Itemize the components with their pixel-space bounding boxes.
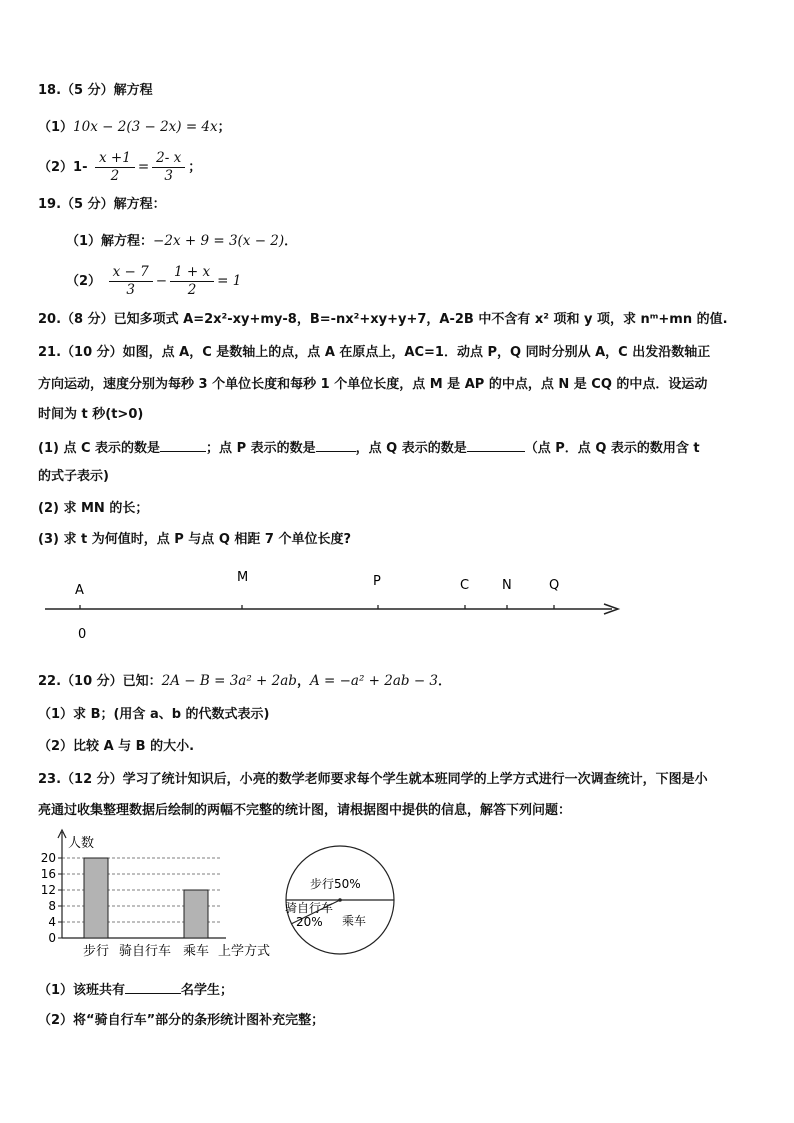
category-label: 骑自行车 — [118, 944, 172, 959]
q19-part2-rhs: = 1 — [217, 273, 242, 289]
q19-header: 19.（5 分）解方程： — [38, 197, 166, 212]
q21-line-3: 时间为 t 秒(t>0) — [38, 407, 144, 422]
y-tick-label: 20 — [40, 851, 56, 865]
y-tick-label: 16 — [40, 867, 56, 881]
q19-part1 — [66, 232, 297, 251]
fraction-denominator: 2 — [187, 282, 197, 298]
q22-part2: （2）比较 A 与 B 的大小. — [38, 739, 195, 754]
pie-chart — [280, 840, 410, 964]
q18-part1-equation: 10x − 2(3 − 2x) = 4x — [73, 119, 218, 135]
q19-part2-fraction-2 — [170, 264, 214, 299]
fraction-denominator: 2 — [110, 168, 120, 184]
q21-part1-b: ；点 P 表示的数是 — [206, 441, 316, 456]
answer-blank[interactable] — [160, 438, 206, 452]
pie-label-walk: 步行50% — [310, 877, 361, 891]
fraction-numerator: 1 + x — [170, 264, 214, 282]
q21-part1-c: ，点 Q 表示的数是 — [355, 441, 467, 456]
bar-2 — [184, 890, 208, 938]
axis-point-label-n: N — [502, 578, 512, 593]
bar-chart-categories — [83, 943, 209, 959]
bar-0 — [84, 858, 108, 938]
category-label: 乘车 — [182, 944, 210, 959]
fraction-numerator: x +1 — [95, 150, 135, 168]
y-tick-label: 0 — [48, 931, 56, 945]
q22-header-line — [38, 672, 451, 691]
fraction-denominator: 3 — [164, 168, 173, 184]
q18-part2-pre: 1- — [73, 160, 88, 175]
bar-chart-bars — [84, 858, 208, 938]
bar-chart — [30, 828, 280, 960]
answer-blank[interactable] — [125, 980, 181, 994]
fraction-denominator: 3 — [126, 282, 135, 298]
q21-part1-d: （点 P．点 Q 表示的数用含 t — [524, 441, 700, 456]
number-line-marks — [75, 570, 559, 609]
q18-part1 — [38, 118, 231, 137]
pie-label-bus: 乘车 — [342, 914, 367, 928]
q21-line-2: 方向运动，速度分别为每秒 3 个单位长度和每秒 1 个单位长度，点 M 是 AP 的中点，点 N 是 CQ 的中点．设运动 — [38, 377, 708, 392]
q22-equation-1: 2A − B = 3a² + 2ab — [161, 673, 297, 689]
q21-part3: (3) 求 t 为何值时，点 P 与点 Q 相距 7 个单位长度? — [38, 532, 352, 547]
q20-text: 20.（8 分）已知多项式 A=2x²-xy+my-8，B=-nx²+xy+y+7，A-2B 中不含有 x² 项和 y 项，求 nᵐ+mn 的值. — [38, 312, 728, 327]
q18-part2-label: （2） — [38, 160, 74, 175]
y-tick-label: 8 — [48, 899, 56, 913]
q19-part2-label: （2） — [66, 274, 102, 289]
q23-line-2: 亮通过收集整理数据后绘制的两幅不完整的统计图，请根据图中提供的信息，解答下列问题： — [38, 803, 572, 818]
q19-part2-minus: − — [155, 273, 167, 289]
q22-end: ． — [438, 674, 452, 689]
answer-blank[interactable] — [467, 438, 525, 452]
axis-point-label-q: Q — [549, 578, 560, 593]
q18-part2 — [38, 150, 201, 185]
q19-part2-fraction-1 — [109, 264, 153, 299]
number-line-figure — [0, 560, 794, 650]
pie-label-bike: 骑自行车 — [285, 901, 334, 915]
category-label: 步行 — [82, 944, 110, 959]
bar-chart-x-label: 上学方式 — [218, 944, 271, 959]
q19-part1-equation: −2x + 9 = 3(x − 2) — [153, 233, 285, 249]
q18-part1-end: ； — [217, 120, 231, 135]
q23-part1-a: （1）该班共有 — [38, 983, 126, 998]
q23-part1-b: 名学生； — [181, 983, 234, 998]
q23-part2: （2）将“骑自行车”部分的条形统计图补充完整； — [38, 1013, 325, 1028]
q19-part1-end: ． — [284, 234, 298, 249]
bar-chart-y-ticks — [41, 851, 62, 945]
q22-part1: （1）求 B；(用含 a、b 的代数式表示) — [38, 707, 270, 722]
q22-separator: ， — [296, 674, 310, 689]
q21-part2: (2) 求 MN 的长； — [38, 501, 149, 516]
q21-part1 — [38, 438, 700, 458]
bar-chart-y-label: 人数 — [68, 836, 95, 851]
q23-line-1: 23.（12 分）学习了统计知识后，小亮的数学老师要求每个学生就本班同学的上学方式进行一次调查统计，下图是小 — [38, 772, 708, 787]
axis-point-label-a: A — [75, 583, 84, 598]
pie-label-bike-percent: 20% — [296, 915, 323, 929]
fraction-numerator: x − 7 — [109, 264, 153, 282]
q19-part1-label: （1）解方程： — [66, 234, 154, 249]
q18-header: 18.（5 分）解方程 — [38, 83, 153, 98]
q21-line-1: 21.（10 分）如图，点 A，C 是数轴上的点，点 A 在原点上，AC=1．动点 P，Q 同时分别从 A，C 出发沿数轴正 — [38, 345, 711, 360]
q21-part1-continued: 的式子表示) — [38, 469, 109, 484]
axis-point-label-c: C — [460, 578, 470, 593]
axis-point-label-m: M — [237, 570, 249, 585]
q18-part2-end: ； — [188, 160, 202, 175]
q18-part2-fraction-2 — [152, 150, 185, 185]
q22-header: 22.（10 分）已知： — [38, 674, 162, 689]
answer-blank[interactable] — [316, 438, 356, 452]
q19-part2 — [66, 264, 241, 299]
q18-part2-fraction-1 — [95, 150, 135, 185]
axis-point-label-p: P — [373, 574, 381, 589]
q23-part1 — [38, 980, 233, 1000]
y-tick-label: 4 — [48, 915, 56, 929]
q18-part1-label: （1） — [38, 120, 74, 135]
q22-equation-2: A = −a² + 2ab − 3 — [309, 673, 439, 689]
pie-center — [338, 898, 342, 902]
y-tick-label: 12 — [40, 883, 56, 897]
fraction-numerator: 2- x — [152, 150, 185, 168]
q21-part1-a: (1) 点 C 表示的数是 — [38, 441, 161, 456]
origin-label: 0 — [78, 627, 87, 642]
q18-part2-equals: = — [137, 159, 150, 175]
